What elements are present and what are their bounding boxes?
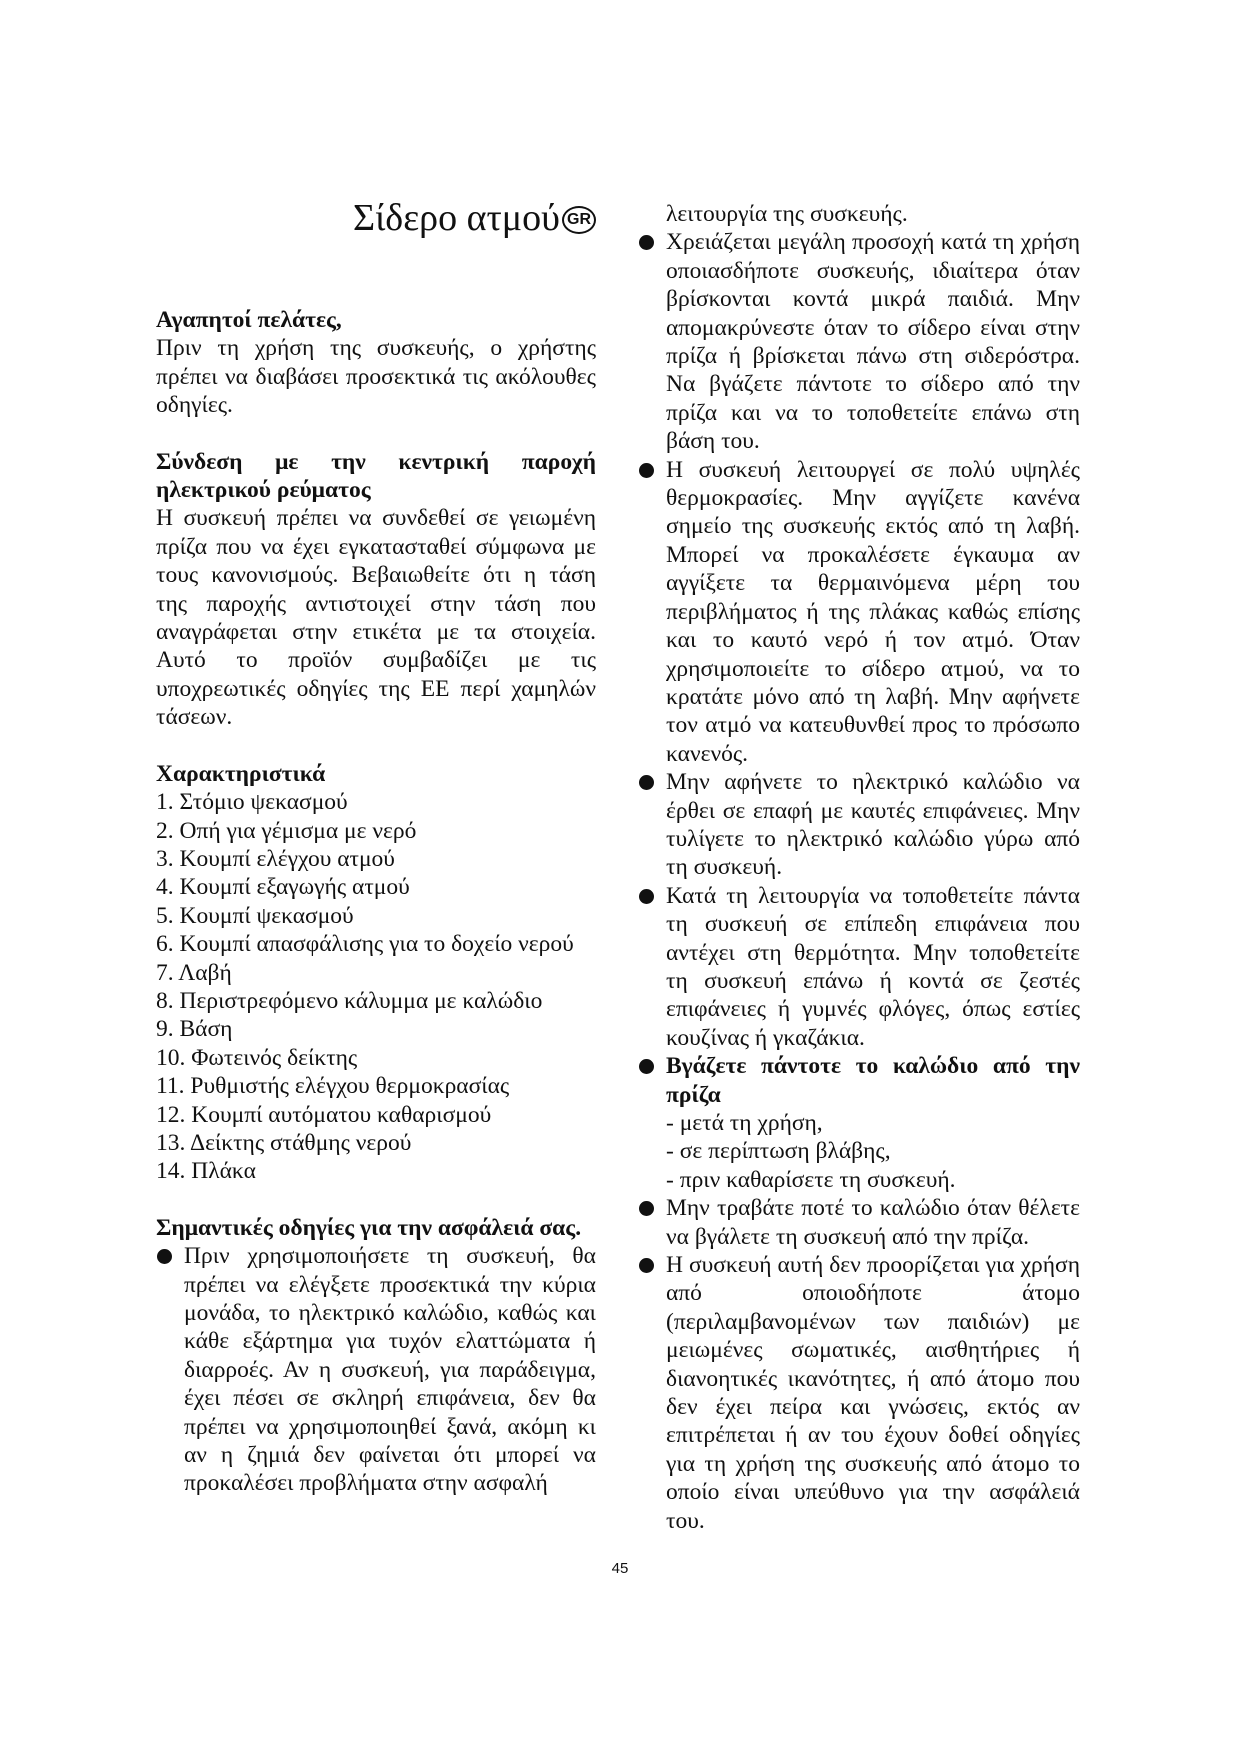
unplug-case: - μετά τη χρήση,: [666, 1110, 823, 1136]
bullet-icon: [639, 1059, 654, 1074]
title-block: [156, 197, 596, 239]
list-item: [638, 882, 1080, 1052]
feature-item: 8. Περιστρεφόμενο κάλυμμα με καλώδιο: [156, 987, 543, 1014]
greeting-heading: Αγαπητοί πελάτες,: [156, 307, 342, 333]
safety-list-continued: [638, 200, 1080, 1535]
feature-item: 1. Στόμιο ψεκασμού: [156, 789, 348, 816]
safety-item-text: Κατά τη λειτουργία να τοποθετείτε πάντα τη συσκευή σε επίπεδη επιφάνεια που αντέχει στη θερμότητα. Μην τοποθετείτε τη συσκευή επάνω ή κοντά σε ζεστές επιφάνειες ή γυμνές φλόγες, όπως εστίες κουζίνας ή γκαζάκια.: [666, 882, 1080, 1051]
feature-item: 3. Κουμπί ελέγχου ατμού: [156, 845, 395, 872]
safety-item-text: Η συσκευή αυτή δεν προορίζεται για χρήση από οποιοδήποτε άτομο (περιλαμβανομένων των παιδιών) με μειωμένες σωματικές, αισθητήριες ή διανοητικές ικανότητες, ή από άτομο που δεν έχει πείρα και γνώσεις, εκτός αν επιτρέπεται ή αν του έχουν δοθεί οδηγίες για τη χρήση της συσκευής από άτομο το οποίο είναι υπεύθυνο για την ασφάλειά του.: [666, 1252, 1080, 1534]
features-section: [156, 760, 596, 1186]
right-column: [638, 200, 1080, 1535]
safety-item-text: Μην αφήνετε το ηλεκτρικό καλώδιο να έρθει σε επαφή με καυτές επιφάνειες. Μην τυλίγετε το ηλεκτρικό καλώδιο γύρω από τη συσκευή.: [666, 769, 1080, 881]
connection-body: Η συσκευή πρέπει να συνδεθεί σε γειωμένη πρίζα που να έχει εγκατασταθεί σύμφωνα με τους κανονισμούς. Βεβαιωθείτε ότι η τάση της παροχής αντιστοιχεί στην τάση που αναγράφεται στην ετικέτα με τα στοιχεία. Αυτό το προϊόν συμβαδίζει με τις υποχρεωτικές οδηγίες της ΕΕ περί χαμηλών τάσεων.: [156, 505, 596, 731]
list-item: [156, 1242, 596, 1498]
feature-item: 11. Ρυθμιστής ελέγχου θερμοκρασίας: [156, 1073, 510, 1100]
safety-heading: Σημαντικές οδηγίες για την ασφάλειά σας.: [156, 1214, 582, 1241]
safety-item-continuation: λειτουργία της συσκευής.: [666, 201, 908, 227]
left-column: [156, 197, 596, 1526]
bullet-icon: [157, 1249, 172, 1264]
feature-item: 12. Κουμπί αυτόματου καθαρισμού: [156, 1101, 492, 1128]
safety-item-text: Η συσκευή λειτουργεί σε πολύ υψηλές θερμοκρασίες. Μην αγγίζετε κανένα σημείο της συσκευής εκτός από τη λαβή. Μπορεί να προκαλέσετε έγκαυμα αν αγγίξετε τα θερμαινόμενα μέρη του περιβλήματος ή της πλάκας καθώς επίσης και το καυτό νερό ή τον ατμό. Όταν χρησιμοποιείτε το σίδερο ατμού, να το κρατάτε μόνο από τη λαβή. Μην αφήνετε τον ατμό να κατευθυνθεί προς το πρόσωπο κανενός.: [666, 456, 1080, 767]
greeting-body: Πριν τη χρήση της συσκευής, ο χρήστης πρέπει να διαβάσει προσεκτικά τις ακόλουθες οδηγίες.: [156, 335, 596, 419]
safety-item-text: Μην τραβάτε ποτέ το καλώδιο όταν θέλετε να βγάλετε τη συσκευή από την πρίζα.: [666, 1195, 1080, 1250]
bullet-icon: [639, 775, 654, 790]
feature-item: 2. Οπή για γέμισμα με νερό: [156, 817, 417, 844]
list-item: [638, 1251, 1080, 1535]
list-item: [638, 228, 1080, 455]
feature-item: 6. Κουμπί απασφάλισης για το δοχείο νερού: [156, 931, 574, 958]
safety-list-start: [156, 1242, 596, 1498]
safety-item-text: Χρειάζεται μεγάλη προσοχή κατά τη χρήση οποιασδήποτε συσκευής, ιδιαίτερα όταν βρίσκονται κοντά μικρά παιδιά. Μην απομακρύνεστε όταν το σίδερο είναι στην πρίζα ή βρίσκεται πάνω στη σιδερόστρα. Να βγάζετε πάντοτε το σίδερο από την πρίζα και να το τοποθετείτε επάνω στη βάση του.: [666, 229, 1080, 455]
bullet-icon: [639, 463, 654, 478]
country-badge: GR: [562, 206, 596, 234]
feature-item: 4. Κουμπί εξαγωγής ατμού: [156, 874, 410, 901]
bullet-icon: [639, 235, 654, 250]
bullet-icon: [639, 1258, 654, 1273]
greeting-section: [156, 306, 596, 420]
bullet-icon: [639, 889, 654, 904]
connection-heading: Σύνδεση με την κεντρική παροχή ηλεκτρικού ρεύματος: [156, 448, 596, 504]
page-title: Σίδερο ατμού: [352, 197, 560, 239]
list-item: [638, 1052, 1080, 1194]
feature-item: 9. Βάση: [156, 1016, 233, 1043]
feature-item: 13. Δείκτης στάθμης νερού: [156, 1129, 412, 1156]
page-number: 45: [611, 1560, 629, 1577]
list-item: [638, 456, 1080, 768]
list-item-continuation: [638, 200, 1080, 228]
feature-item: 10. Φωτεινός δείκτης: [156, 1044, 358, 1071]
feature-item: 14. Πλάκα: [156, 1158, 256, 1185]
connection-section: [156, 448, 596, 732]
features-heading: Χαρακτηριστικά: [156, 760, 326, 787]
unplug-heading: Βγάζετε πάντοτε το καλώδιο από την πρίζα: [666, 1053, 1080, 1108]
unplug-case: - πριν καθαρίσετε τη συσκευή.: [666, 1166, 956, 1193]
feature-item: 5. Κουμπί ψεκασμού: [156, 902, 354, 929]
list-item: [638, 768, 1080, 882]
bullet-icon: [639, 1201, 654, 1216]
unplug-case: - σε περίπτωση βλάβης,: [666, 1138, 891, 1165]
features-list: [156, 788, 596, 1186]
safety-section: [156, 1214, 596, 1498]
safety-item-text: Πριν χρησιμοποιήσετε τη συσκευή, θα πρέπει να ελέγξετε προσεκτικά την κύρια μονάδα, το ηλεκτρικό καλώδιο, καθώς και κάθε εξάρτημα για τυχόν ελαττώματα ή διαρροές. Αν η συσκευή, για παράδειγμα, έχει πέσει σε σκληρή επιφάνεια, δεν θα πρέπει να χρησιμοποιηθεί ξανά, ακόμη κι αν η ζημιά δεν φαίνεται ότι μπορεί να προκαλέσει προβλήματα στην ασφαλή: [184, 1243, 596, 1497]
feature-item: 7. Λαβή: [156, 959, 232, 986]
list-item: [638, 1194, 1080, 1251]
